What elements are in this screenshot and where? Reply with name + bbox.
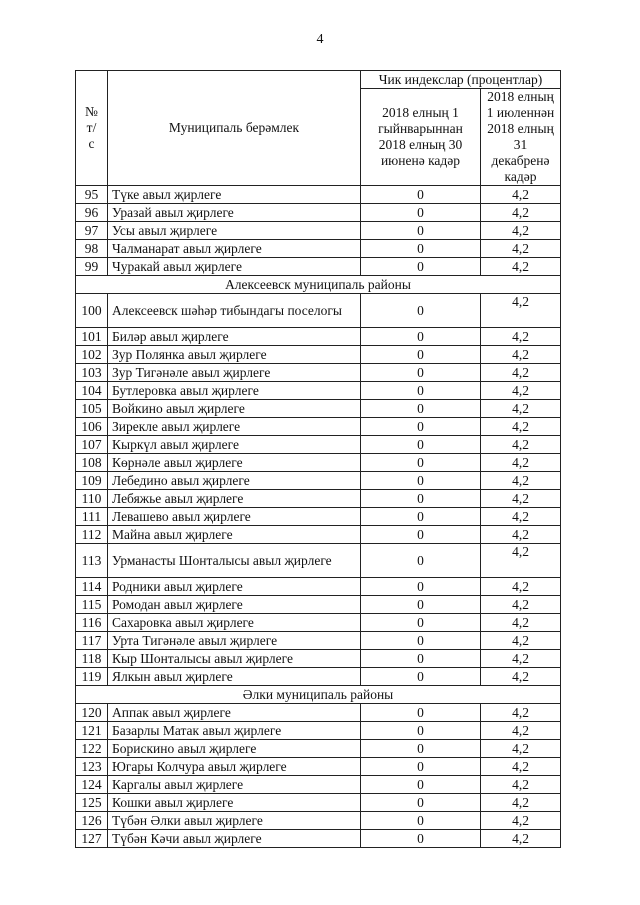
index-period1: 0 [361,722,481,740]
index-period1: 0 [361,222,481,240]
index-period2: 4,2 [481,776,561,794]
municipality-name: Зур Полянка авыл җирлеге [108,346,361,364]
index-period2: 4,2 [481,668,561,686]
index-period2: 4,2 [481,204,561,222]
table-row [76,472,561,490]
indices-table [75,70,561,848]
index-period1: 0 [361,472,481,490]
row-number: 107 [76,436,108,454]
table-row [76,758,561,776]
index-period1: 0 [361,596,481,614]
table-header [76,71,561,186]
index-period1: 0 [361,258,481,276]
index-period1: 0 [361,328,481,346]
index-period2: 4,2 [481,740,561,758]
index-period2: 4,2 [481,346,561,364]
section-row-alekseevsk [76,276,561,294]
col-header-group: Чик индекслар (процентлар) [361,71,561,89]
index-period2: 4,2 [481,704,561,722]
index-period1: 0 [361,204,481,222]
index-period1: 0 [361,436,481,454]
municipality-name: Аппак авыл җирлеге [108,704,361,722]
index-period2: 4,2 [481,614,561,632]
row-number: 111 [76,508,108,526]
row-number: 121 [76,722,108,740]
table-body-group2 [76,294,561,686]
row-number: 95 [76,186,108,204]
table-row [76,776,561,794]
table-row [76,508,561,526]
index-period1: 0 [361,758,481,776]
index-period1: 0 [361,794,481,812]
page-number: 4 [316,32,324,47]
index-period1: 0 [361,400,481,418]
row-number: 126 [76,812,108,830]
index-period2: 4,2 [481,794,561,812]
table-row [76,740,561,758]
table-row [76,346,561,364]
table-row [76,418,561,436]
index-period1: 0 [361,364,481,382]
table-row [76,204,561,222]
index-period2: 4,2 [481,650,561,668]
index-period1: 0 [361,776,481,794]
col-header-municipality: Муниципаль берәмлек [108,71,361,186]
table-row [76,722,561,740]
index-period2: 4,2 [481,240,561,258]
index-period2: 4,2 [481,596,561,614]
municipality-name: Сахаровка авыл җирлеге [108,614,361,632]
table-row [76,258,561,276]
index-period2: 4,2 [481,578,561,596]
index-period1: 0 [361,526,481,544]
municipality-name: Югары Колчура авыл җирлеге [108,758,361,776]
table-row [76,544,561,578]
row-number: 127 [76,830,108,848]
table-body-group1 [76,186,561,276]
index-period2: 4,2 [481,186,561,204]
index-period2: 4,2 [481,490,561,508]
index-period1: 0 [361,294,481,328]
table-row [76,526,561,544]
row-number: 96 [76,204,108,222]
index-period1: 0 [361,668,481,686]
row-number: 116 [76,614,108,632]
index-period2: 4,2 [481,472,561,490]
table-row [76,328,561,346]
municipality-name: Түбән Кәчи авыл җирлеге [108,830,361,848]
row-number: 108 [76,454,108,472]
municipality-name: Лебедино авыл җирлеге [108,472,361,490]
municipality-name: Чалманарат авыл җирлеге [108,240,361,258]
municipality-name: Кошки авыл җирлеге [108,794,361,812]
row-number: 109 [76,472,108,490]
index-period2: 4,2 [481,258,561,276]
section-title: Әлки муниципаль районы [76,686,561,704]
row-number: 123 [76,758,108,776]
index-period1: 0 [361,650,481,668]
table-row [76,614,561,632]
index-period2: 4,2 [481,400,561,418]
index-period1: 0 [361,454,481,472]
row-number: 122 [76,740,108,758]
row-number: 119 [76,668,108,686]
municipality-name: Урманасты Шонталысы авыл җирлеге [108,544,361,578]
index-period2: 4,2 [481,812,561,830]
row-number: 113 [76,544,108,578]
municipality-name: Кыр Шонталысы авыл җирлеге [108,650,361,668]
municipality-name: Левашево авыл җирлеге [108,508,361,526]
index-period1: 0 [361,240,481,258]
index-period2: 4,2 [481,508,561,526]
row-number: 98 [76,240,108,258]
row-number: 117 [76,632,108,650]
index-period1: 0 [361,418,481,436]
table-row [76,668,561,686]
index-period1: 0 [361,812,481,830]
index-period2: 4,2 [481,382,561,400]
section-title: Алексеевск муниципаль районы [76,276,561,294]
municipality-name: Биләр авыл җирлеге [108,328,361,346]
table-row [76,186,561,204]
row-number: 106 [76,418,108,436]
row-number: 120 [76,704,108,722]
table-row [76,704,561,722]
table-row [76,454,561,472]
table-row [76,650,561,668]
table-row [76,490,561,508]
index-period2: 4,2 [481,418,561,436]
municipality-name: Кыркүл авыл җирлеге [108,436,361,454]
index-period1: 0 [361,544,481,578]
table-row [76,382,561,400]
table-row [76,364,561,382]
row-number: 124 [76,776,108,794]
municipality-name: Борискино авыл җирлеге [108,740,361,758]
municipality-name: Уразай авыл җирлеге [108,204,361,222]
index-period2: 4,2 [481,436,561,454]
row-number: 101 [76,328,108,346]
index-period1: 0 [361,490,481,508]
row-number: 100 [76,294,108,328]
table-row [76,596,561,614]
municipality-name: Каргалы авыл җирлеге [108,776,361,794]
row-number: 112 [76,526,108,544]
table-row [76,436,561,454]
municipality-name: Түбән Әлки авыл җирлеге [108,812,361,830]
municipality-name: Чуракай авыл җирлеге [108,258,361,276]
table-row [76,222,561,240]
municipality-name: Көрнәле авыл җирлеге [108,454,361,472]
table-row [76,400,561,418]
municipality-name: Зирекле авыл җирлеге [108,418,361,436]
index-period2: 4,2 [481,222,561,240]
table-row [76,812,561,830]
municipality-name: Ромодан авыл җирлеге [108,596,361,614]
row-number: 99 [76,258,108,276]
municipality-name: Урта Тигәнәле авыл җирлеге [108,632,361,650]
table-row [76,240,561,258]
municipality-name: Зур Тигәнәле авыл җирлеге [108,364,361,382]
index-period2: 4,2 [481,544,561,578]
index-period1: 0 [361,704,481,722]
index-period1: 0 [361,614,481,632]
municipality-name: Родники авыл җирлеге [108,578,361,596]
index-period1: 0 [361,508,481,526]
index-period1: 0 [361,632,481,650]
index-period2: 4,2 [481,526,561,544]
row-number: 125 [76,794,108,812]
table-row [76,632,561,650]
table-row [76,794,561,812]
municipality-name: Майна авыл җирлеге [108,526,361,544]
municipality-name: Базарлы Матак авыл җирлеге [108,722,361,740]
table-row [76,294,561,328]
index-period1: 0 [361,346,481,364]
col-header-period1: 2018 елның 1 гыйнварыннан 2018 елның 30 июненә кадәр [361,89,481,186]
index-period2: 4,2 [481,364,561,382]
row-number: 103 [76,364,108,382]
index-period2: 4,2 [481,328,561,346]
municipality-name: Усы авыл җирлеге [108,222,361,240]
index-period2: 4,2 [481,294,561,328]
index-period1: 0 [361,382,481,400]
row-number: 110 [76,490,108,508]
municipality-name: Лебяжье авыл җирлеге [108,490,361,508]
col-header-number: № т/с [76,71,108,186]
index-period1: 0 [361,578,481,596]
index-period2: 4,2 [481,758,561,776]
row-number: 118 [76,650,108,668]
row-number: 104 [76,382,108,400]
row-number: 102 [76,346,108,364]
index-period1: 0 [361,830,481,848]
section-row-alki [76,686,561,704]
row-number: 105 [76,400,108,418]
index-period1: 0 [361,186,481,204]
row-number: 114 [76,578,108,596]
municipality-name: Войкино авыл җирлеге [108,400,361,418]
col-header-period2: 2018 елның 1 июленнән 2018 елның 31 декабренә кадәр [481,89,561,186]
index-period1: 0 [361,740,481,758]
table-body-group3 [76,704,561,848]
row-number: 115 [76,596,108,614]
row-number: 97 [76,222,108,240]
municipality-name: Бутлеровка авыл җирлеге [108,382,361,400]
table-row [76,578,561,596]
index-period2: 4,2 [481,722,561,740]
index-period2: 4,2 [481,830,561,848]
municipality-name: Түке авыл җирлеге [108,186,361,204]
index-period2: 4,2 [481,632,561,650]
municipality-name: Алексеевск шәһәр тибындагы поселогы [108,294,361,328]
index-period2: 4,2 [481,454,561,472]
municipality-name: Ялкын авыл җирлеге [108,668,361,686]
table-row [76,830,561,848]
